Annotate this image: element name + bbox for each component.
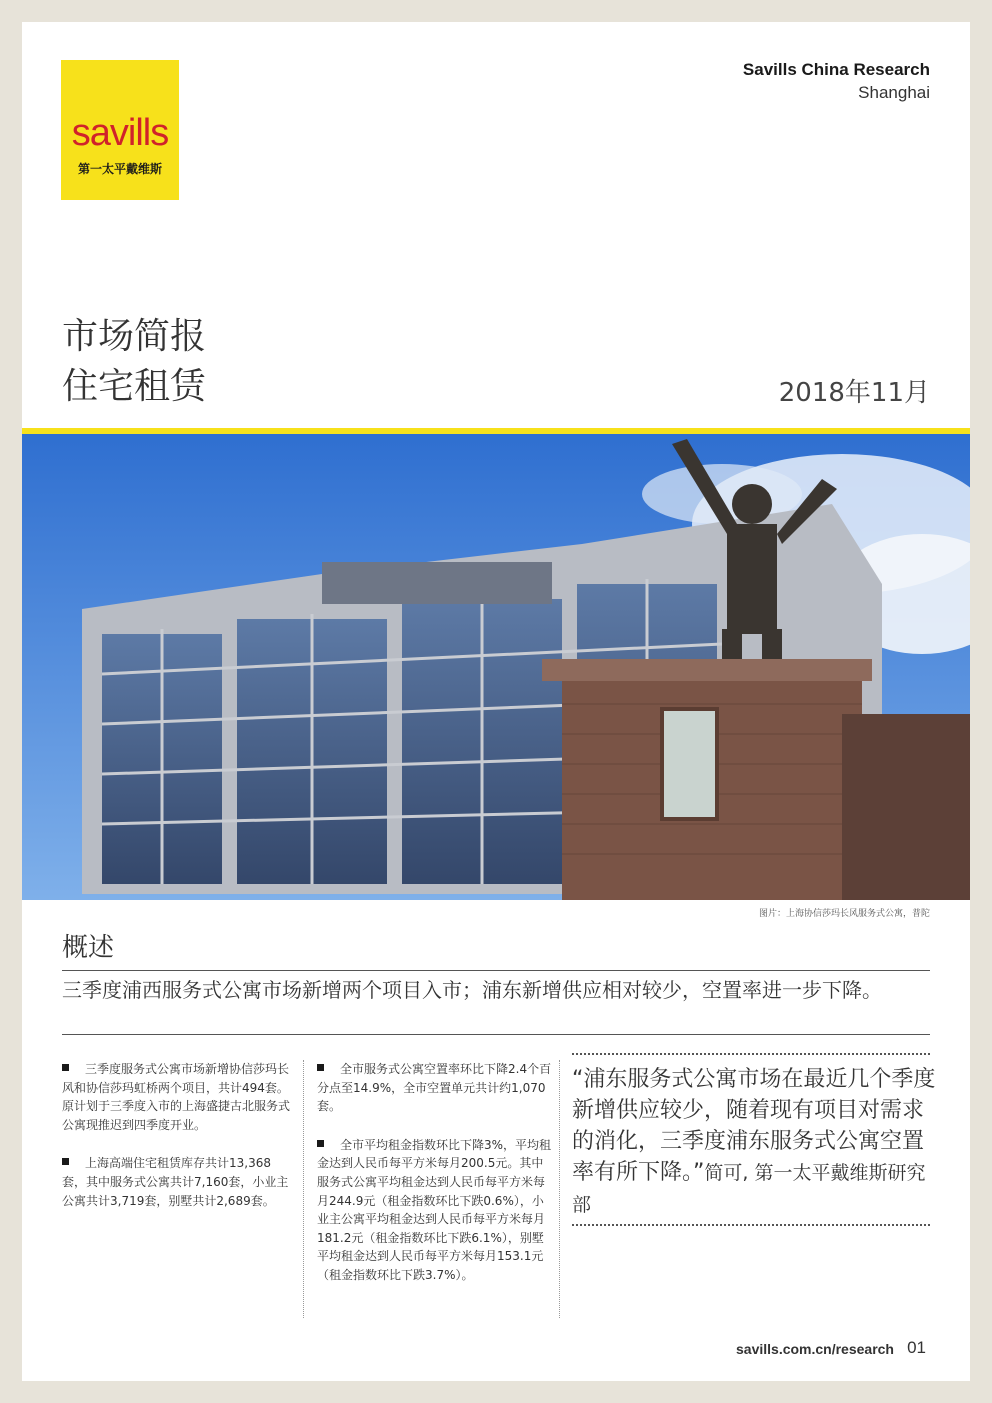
overview-heading: 概述 — [62, 933, 115, 963]
bullet-item — [62, 1154, 290, 1210]
report-title — [62, 312, 206, 412]
pull-quote — [572, 1064, 940, 1221]
column-divider — [559, 1060, 560, 1318]
bullet-square-icon — [317, 1140, 324, 1147]
column-left — [62, 1060, 290, 1230]
overview-lead: 三季度浦西服务式公寓市场新增两个项目入市；浦东新增供应相对较少，空置率进一步下降。 — [62, 978, 882, 1002]
report-date: 2018年11月 — [778, 378, 930, 408]
overview-rule-bottom — [62, 1034, 930, 1035]
bullet-square-icon — [317, 1064, 324, 1071]
photo-caption: 图片：上海协信莎玛长风服务式公寓，普陀 — [758, 909, 930, 919]
report-title-line2: 住宅租赁 — [62, 366, 207, 407]
bullet-text: 三季度服务式公寓市场新增协信莎玛长风和协信莎玛虹桥两个项目，共计494套。原计划于三季度入市的上海盛捷古北服务式公寓现推迟到四季度开业。 — [62, 1062, 291, 1132]
bullet-item — [317, 1060, 552, 1116]
quote-text: “浦东服务式公寓市场在最近几个季度新增供应较少，随着现有项目对需求的消化，三季度浦东服务式公寓空置率有所下降。” — [572, 1067, 936, 1185]
overview-rule-top — [62, 970, 930, 971]
building-photo-illustration — [22, 434, 970, 900]
report-title-line1: 市场简报 — [62, 316, 207, 357]
research-title: Savills China Research — [742, 60, 930, 79]
bullet-text: 全市服务式公寓空置率环比下降2.4个百分点至14.9%，全市空置单元共计约1,070套。 — [317, 1062, 552, 1114]
bullet-square-icon — [62, 1064, 69, 1071]
quote-rule-bottom — [572, 1224, 930, 1226]
column-divider — [303, 1060, 304, 1318]
footer-url[interactable]: savills.com.cn/research — [736, 1341, 894, 1357]
bullet-square-icon — [62, 1158, 69, 1165]
quote-attribution: 简可, 第一太平戴维斯研究部 — [572, 1162, 926, 1216]
logo-wordmark: savills — [71, 112, 169, 154]
research-city: Shanghai — [858, 83, 930, 102]
quote-rule-top — [572, 1053, 930, 1055]
bullet-item — [317, 1136, 552, 1285]
logo-chinese-name: 第一太平戴维斯 — [77, 162, 162, 176]
bullet-text: 全市平均租金指数环比下降3%，平均租金达到人民币每平方米每月200.5元。其中服务式公寓平均租金达到人民币每平方米每月244.9元（租金指数环比下跌0.6%），小业主公寓平均租金达到人民币每平方米每月181.2元（租金指数环比下跌6.1%），别墅平均租金达到人民币每平方米每月153.1元（租金指数环比下跌3.7%）。 — [317, 1137, 552, 1282]
cover-photo — [22, 434, 970, 900]
savills-logo — [61, 60, 179, 200]
column-middle — [317, 1060, 552, 1305]
page-number: 01 — [907, 1338, 926, 1357]
bullet-item — [62, 1060, 290, 1134]
report-page — [22, 22, 970, 1381]
bullet-text: 上海高端住宅租赁库存共计13,368套，其中服务式公寓共计7,160套，小业主公寓共计3,719套，别墅共计2,689套。 — [62, 1156, 289, 1208]
